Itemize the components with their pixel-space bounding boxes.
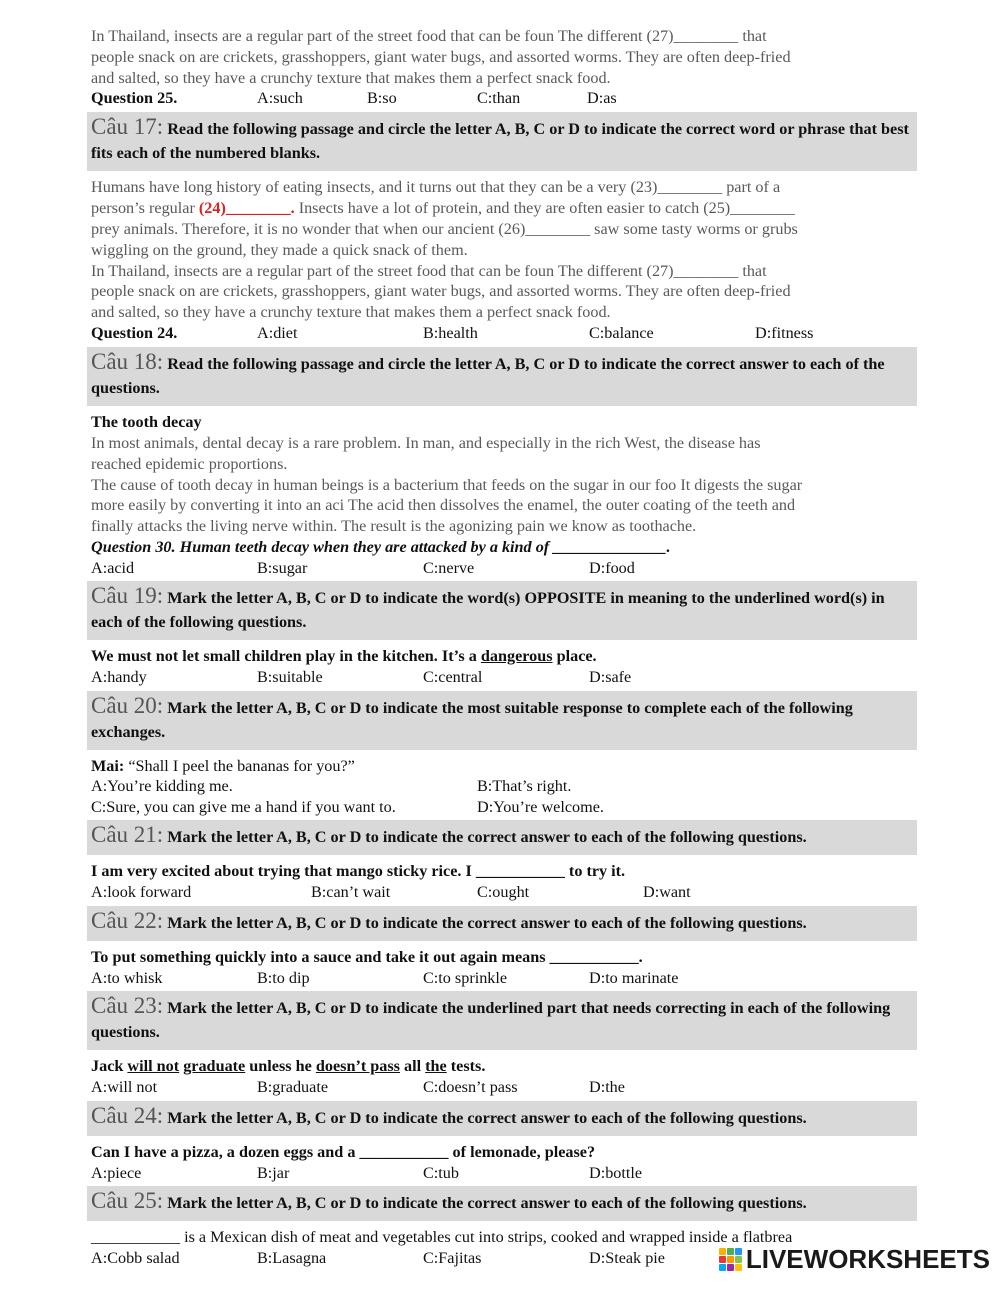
section-instruction: Mark the letter A, B, C or D to indicate the correct answer to each of the following questions. <box>167 913 807 932</box>
option-a[interactable]: A:to whisk <box>91 968 163 987</box>
passage-text: person’s regular <box>91 199 199 218</box>
answer-options <box>91 882 913 903</box>
option-a[interactable]: A:look forward <box>91 883 192 902</box>
section-instruction: Mark the letter A, B, C or D to indicate the underlined part that needs correcting in each of the following questions. <box>91 999 891 1042</box>
option-b[interactable]: B:can’t wait <box>311 883 391 902</box>
passage-line: and salted, so they have a crunchy texture that makes them a perfect snack food. <box>91 68 611 87</box>
option-d[interactable]: D:safe <box>589 668 632 687</box>
answer-options <box>91 1077 913 1098</box>
section-instruction: Mark the letter A, B, C or D to indicate the most suitable response to complete each of the following exchanges. <box>91 698 853 741</box>
option-a[interactable]: A:acid <box>91 558 135 577</box>
top-passage <box>91 26 913 88</box>
option-d[interactable]: D:fitness <box>755 323 814 342</box>
section-number: Câu 23: <box>91 993 164 1019</box>
option-b[interactable]: B:sugar <box>257 558 308 577</box>
option-c[interactable]: C:Fajitas <box>423 1248 482 1267</box>
option-c[interactable]: C:central <box>423 668 483 687</box>
passage-line: and salted, so they have a crunchy texture that makes them a perfect snack food. <box>91 303 611 322</box>
logo-mosaic-icon <box>719 1248 742 1271</box>
option-a[interactable]: A:handy <box>91 668 147 687</box>
section-instruction: Mark the letter A, B, C or D to indicate the word(s) OPPOSITE in meaning to the underlined word(s) in each of the following questions. <box>91 589 885 632</box>
section-instruction: Read the following passage and circle the letter A, B, C or D to indicate the correct word or phrase that best fits each of the numbered blanks. <box>91 120 909 163</box>
option-d[interactable]: D:want <box>643 883 691 902</box>
option-a[interactable]: A:piece <box>91 1163 142 1182</box>
section-number: Câu 18: <box>91 348 164 374</box>
passage-line: finally attacks the living nerve within. The result is the agonizing pain we know as toothache. <box>91 517 697 536</box>
option-a[interactable]: A:will not <box>91 1078 158 1097</box>
section-header-cau-19 <box>87 581 917 640</box>
question-25-options <box>91 88 913 109</box>
passage-line: reached epidemic proportions. <box>91 454 288 473</box>
question-stem: Can I have a pizza, a dozen eggs and a ___________ of lemonade, please? <box>91 1142 596 1161</box>
option-a[interactable]: A:You’re kidding me. <box>91 777 233 796</box>
underlined-part-d: the <box>425 1057 447 1076</box>
question-stem: To put something quickly into a sauce and take it out again means ___________. <box>91 947 643 966</box>
section-number: Câu 25: <box>91 1188 164 1214</box>
section-header-cau-24 <box>87 1101 917 1136</box>
option-b[interactable]: B:so <box>367 89 397 108</box>
section-header-cau-25 <box>87 1186 917 1221</box>
option-a[interactable]: A:Cobb salad <box>91 1248 180 1267</box>
question-24-options <box>91 323 913 344</box>
option-c[interactable]: C:nerve <box>423 558 475 577</box>
stem-text: unless he <box>245 1057 316 1076</box>
option-d[interactable]: D:as <box>587 89 617 108</box>
stem-text: all <box>399 1057 426 1076</box>
stem-text: We must not let small children play in the kitchen. It’s a <box>91 647 481 666</box>
option-c[interactable]: C:balance <box>589 323 654 342</box>
section-number: Câu 22: <box>91 907 164 933</box>
option-d[interactable]: D:bottle <box>589 1163 643 1182</box>
section-number: Câu 19: <box>91 583 164 609</box>
question-label: Question 24. <box>91 323 178 342</box>
option-c[interactable]: C:Sure, you can give me a hand if you want to. <box>91 797 396 816</box>
passage-line <box>91 198 913 219</box>
underlined-part-a: will not <box>127 1057 180 1076</box>
option-a[interactable]: A:diet <box>257 323 298 342</box>
option-d[interactable]: D:food <box>589 558 635 577</box>
dialogue-text: “Shall I peel the bananas for you?” <box>124 756 355 775</box>
question-stem: Question 30. Human teeth decay when they are attacked by a kind of ______________. <box>91 537 671 556</box>
question-stem: ___________ is a Mexican dish of meat and vegetables cut into strips, cooked and wrapped inside a flatbrea <box>91 1228 793 1247</box>
section-instruction: Mark the letter A, B, C or D to indicate the correct answer to each of the following questions. <box>167 1108 807 1127</box>
passage-title: The tooth decay <box>91 412 202 431</box>
passage-line: The cause of tooth decay in human beings is a bacterium that feeds on the sugar in our foo It digests the sugar <box>91 475 803 494</box>
option-c[interactable]: C:tub <box>423 1163 459 1182</box>
underlined-word: dangerous <box>480 647 553 666</box>
option-d[interactable]: D:the <box>589 1078 625 1097</box>
question-label: Question 25. <box>91 89 178 108</box>
passage-line: In Thailand, insects are a regular part of the street food that can be foun The different (27)________ that <box>91 261 767 280</box>
option-b[interactable]: B:suitable <box>257 668 323 687</box>
option-c[interactable]: C:to sprinkle <box>423 968 508 987</box>
section-header-cau-21 <box>87 820 917 855</box>
answer-options-row-2 <box>91 797 913 818</box>
section-number: Câu 17: <box>91 114 164 140</box>
stem-text: place. <box>552 647 597 666</box>
section-header-cau-18 <box>87 347 917 406</box>
section-number: Câu 21: <box>91 822 164 848</box>
passage-line: people snack on are crickets, grasshoppers, giant water bugs, and assorted worms. They are often deep-fried <box>91 47 791 66</box>
underlined-part-c: doesn’t pass <box>315 1057 400 1076</box>
option-b[interactable]: B:graduate <box>257 1078 329 1097</box>
passage-line: In Thailand, insects are a regular part of the street food that can be foun The different (27)________ that <box>91 27 767 45</box>
liveworksheets-logo <box>719 1244 990 1275</box>
stem-text: Jack <box>91 1057 128 1076</box>
stem-text: tests. <box>446 1057 486 1076</box>
option-d[interactable]: D:to marinate <box>589 968 679 987</box>
logo-wordmark: LIVEWORKSHEETS <box>745 1244 990 1274</box>
answer-options <box>91 667 913 688</box>
option-b[interactable]: B:health <box>423 323 478 342</box>
option-b[interactable]: B:jar <box>257 1163 290 1182</box>
passage-line: people snack on are crickets, grasshoppers, giant water bugs, and assorted worms. They are often deep-fried <box>91 282 791 301</box>
answer-options-row-1 <box>91 776 913 797</box>
passage-line: Humans have long history of eating insects, and it turns out that they can be a very (23)________ part of a <box>91 178 781 197</box>
section-header-cau-17 <box>87 112 917 171</box>
option-a[interactable]: A:such <box>257 89 303 108</box>
option-b[interactable]: B:to dip <box>257 968 310 987</box>
option-c[interactable]: C:ought <box>477 883 530 902</box>
option-c[interactable]: C:than <box>477 89 521 108</box>
passage-line: wiggling on the ground, they made a quick snack of them. <box>91 240 468 259</box>
section-header-cau-20 <box>87 691 917 750</box>
question-stem <box>91 1056 913 1077</box>
speaker-name: Mai: <box>91 756 125 775</box>
option-b[interactable]: B:That’s right. <box>477 777 572 796</box>
section-number: Câu 24: <box>91 1102 164 1128</box>
section-instruction: Mark the letter A, B, C or D to indicate the correct answer to each of the following questions. <box>167 1194 807 1213</box>
highlighted-blank: (24)________. <box>198 199 295 218</box>
question-stem: I am very excited about trying that mango sticky rice. I ___________ to try it. <box>91 862 626 881</box>
answer-options <box>91 1163 913 1184</box>
section-header-cau-22 <box>87 906 917 941</box>
section-instruction: Read the following passage and circle the letter A, B, C or D to indicate the correct answer to each of the questions. <box>91 354 885 397</box>
passage-line: more easily by converting it into an aci The acid then dissolves the enamel, the outer coating of the teeth and <box>91 496 796 515</box>
section-header-cau-23 <box>87 991 917 1050</box>
section-number: Câu 20: <box>91 692 164 718</box>
answer-options <box>91 558 913 579</box>
dialogue-line <box>91 756 913 777</box>
underlined-part-b: graduate <box>183 1057 246 1076</box>
worksheet-page <box>91 26 913 1268</box>
passage-line: prey animals. Therefore, it is no wonder that when our ancient (26)________ saw some tasty worms or grubs <box>91 219 798 238</box>
option-d[interactable]: D:Steak pie <box>589 1248 665 1267</box>
passage-text: Insects have a lot of protein, and they are often easier to catch (25)________ <box>294 199 795 218</box>
passage-line: In most animals, dental decay is a rare problem. In man, and especially in the rich West, the disease has <box>91 433 761 452</box>
option-b[interactable]: B:Lasagna <box>257 1248 327 1267</box>
answer-options <box>91 968 913 989</box>
option-c[interactable]: C:doesn’t pass <box>423 1078 518 1097</box>
section-instruction: Mark the letter A, B, C or D to indicate the correct answer to each of the following questions. <box>167 828 807 847</box>
question-stem <box>91 646 913 667</box>
option-d[interactable]: D:You’re welcome. <box>477 797 604 816</box>
